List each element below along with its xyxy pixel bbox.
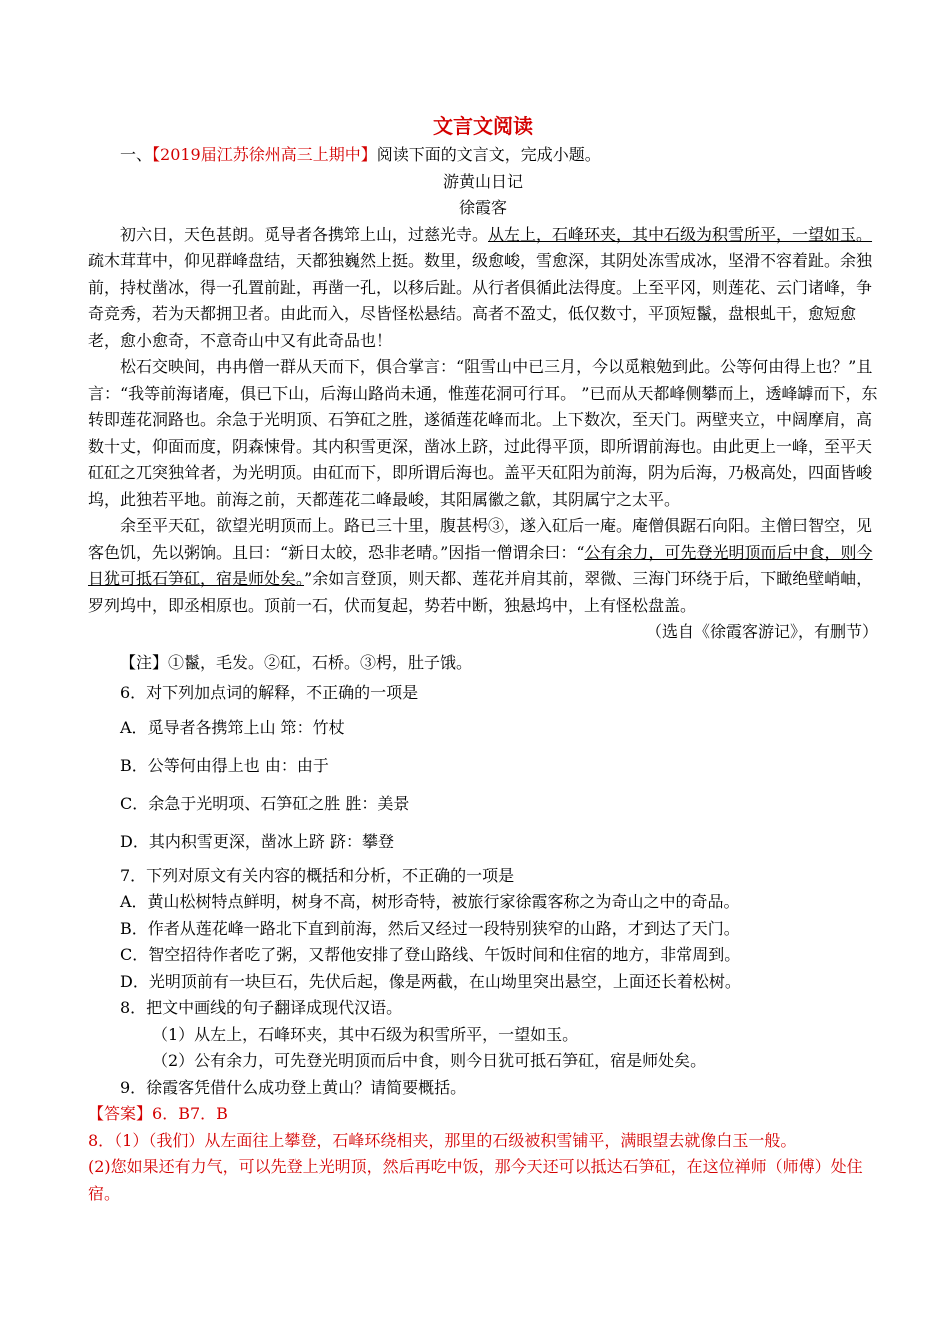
question-intro xyxy=(88,142,878,169)
underlined-sentence-2: 公有余力，可先登光明顶而后中食，则今日犹可抵石笋矼，宿是师处矣。 xyxy=(88,542,873,588)
q7-stem: 7．下列对原文有关内容的概括和分析，不正确的一项是 xyxy=(120,865,515,885)
q6-stem: 6．对下列加点词的解释，不正确的一项是 xyxy=(120,683,419,702)
q8-stem: 8．把文中画线的句子翻译成现代汉语。 xyxy=(120,998,403,1017)
p3-text-a: 余至平天矼，欲望光明顶而上。路已三十里，腹甚枵③，遂入矼后一庵。庵僧俱踞石向阳。主僧曰智空，见客色饥，先以粥饷。且曰：“新日太皎，恐非老晴。”因指一僧谓余曰：“ xyxy=(88,516,873,562)
q6-option-d: D．其内积雪更深，凿冰上跻 跻：攀登 xyxy=(120,831,394,851)
p1-text-b: 疏木茸茸中，仰见群峰盘结，天都独巍然上挺。数里，级愈峻，雪愈深，其阴处冻雪成冰，坚滑不容着趾。余独前，持杖凿冰，得一孔置前趾，再凿一孔，以移后趾。从行者俱循此法得度。上至平冈，则莲花、云门诸峰，争奇竞秀，若为天都拥卫者。由此而入，尽皆怪松悬结。高者不盈丈，低仅数寸，平顶短鬣，盘根虬干，愈短愈老，愈小愈奇，不意奇山中又有此奇品也！ xyxy=(88,251,873,350)
intro-text: 阅读下面的文言文，完成小题。 xyxy=(376,145,601,164)
q7-option-d: D．光明顶前有一块巨石，先伏后起，像是两截，在山坳里突出悬空，上面还长着松树。 xyxy=(120,971,741,991)
q8-item-1: （1）从左上，石峰环夹，其中石级为积雪所平，一望如玉。 xyxy=(152,1024,579,1044)
page-title: 文言文阅读 xyxy=(433,114,533,138)
intro-number: 一、 xyxy=(120,145,153,164)
paragraph-1 xyxy=(88,222,878,355)
q7-option-b: B．作者从莲花峰一路北下直到前海，然后又经过一段特别狭窄的山路，才到达了天门。 xyxy=(120,918,740,938)
q6-option-b: B．公等何由得上也 由：由于 xyxy=(120,755,329,775)
underlined-sentence-1: 从左上，石峰环夹，其中石级为积雪所平，一望如玉。 xyxy=(488,224,873,244)
document-page xyxy=(88,112,878,1207)
p1-text-a: 初六日，天色甚朗。觅导者各携筇上山，过慈光寺。 xyxy=(120,224,489,244)
answer-label: 【答案】 xyxy=(88,1104,153,1123)
paragraph-3 xyxy=(88,513,878,619)
q9-stem: 9．徐霞客凭借什么成功登上黄山？请简要概括。 xyxy=(120,1077,467,1097)
answer-line-2: 8．（1）（我们）从左面往上攀登，石峰环绕相夹，那里的石级被积雪铺平，满眼望去就像白玉一般。 xyxy=(88,1130,797,1150)
footnote: 【注】①鬣，毛发。②矼，石桥。③枵，肚子饿。 xyxy=(120,652,473,672)
source-note: （选自《徐霞客游记》，有删节） xyxy=(645,622,878,641)
q7-option-c: C．智空招待作者吃了粥，又帮他安排了登山路线、午饭时间和住宿的地方，非常周到。 xyxy=(120,945,741,964)
q6-option-a: A．觅导者各携筇上山 筇：竹杖 xyxy=(120,717,345,737)
q6-option-c: C．余急于光明项、石笋矼之胜 胜：美景 xyxy=(120,793,410,813)
q7-option-a: A．黄山松树特点鲜明，树身不高，树形奇特，被旅行家徐霞客称之为奇山之中的奇品。 xyxy=(120,892,740,911)
p3-text-b: ”余如言登顶，则天都、莲花并肩其前，翠微、三海门环绕于后，下瞰绝壁峭岫，罗列坞中，即丞相原也。顶前一石，伏而复起，势若中断，独悬坞中，上有怪松盘盖。 xyxy=(88,569,873,615)
essay-author: 徐霞客 xyxy=(458,198,507,217)
answer-line-3: (2)您如果还有力气，可以先登上光明顶，然后再吃中饭，那今天还可以抵达石笋矼，在这位禅师（师傅）处住宿。 xyxy=(88,1157,863,1203)
answer-line-1: 【答案】6．B7．B xyxy=(88,1104,228,1123)
q8-item-2: （2）公有余力，可先登光明顶而后中食，则今日犹可抵石笋矼，宿是师处矣。 xyxy=(152,1051,707,1070)
paragraph-2: 松石交映间，冉冉僧一群从天而下，俱合掌言：“阻雪山中已三月，今以觅粮勉到此。公等何由得上也？”且言：“我等前海诸庵，俱已下山，后海山路尚未通，惟莲花洞可行耳。 ”已而从天都峰侧攀而上，透峰罅而下，东转即莲花洞路也。余急于光明顶、石笋矼之胜，遂循莲花峰而北。上下数次，至天门。两壁夹立，中阔摩肩，高数十丈，仰面而度，阴森悚骨。其内积雪更深，凿冰上跻，过此得平顶，即所谓前海也。由此更上一峰，至平天矼矼之兀突独耸者，为光明顶。由矼而下，即所谓后海也。盖平天矼阳为前海，阴为后海，乃极高处，四面皆峻坞，此独若平地。前海之前，天都莲花二峰最峻，其阳属徽之歙，其阴属宁之太平。 xyxy=(88,357,878,509)
essay-title: 游黄山日记 xyxy=(442,171,523,191)
source-tag: 【2019届江苏徐州高三上期中】 xyxy=(152,145,377,164)
